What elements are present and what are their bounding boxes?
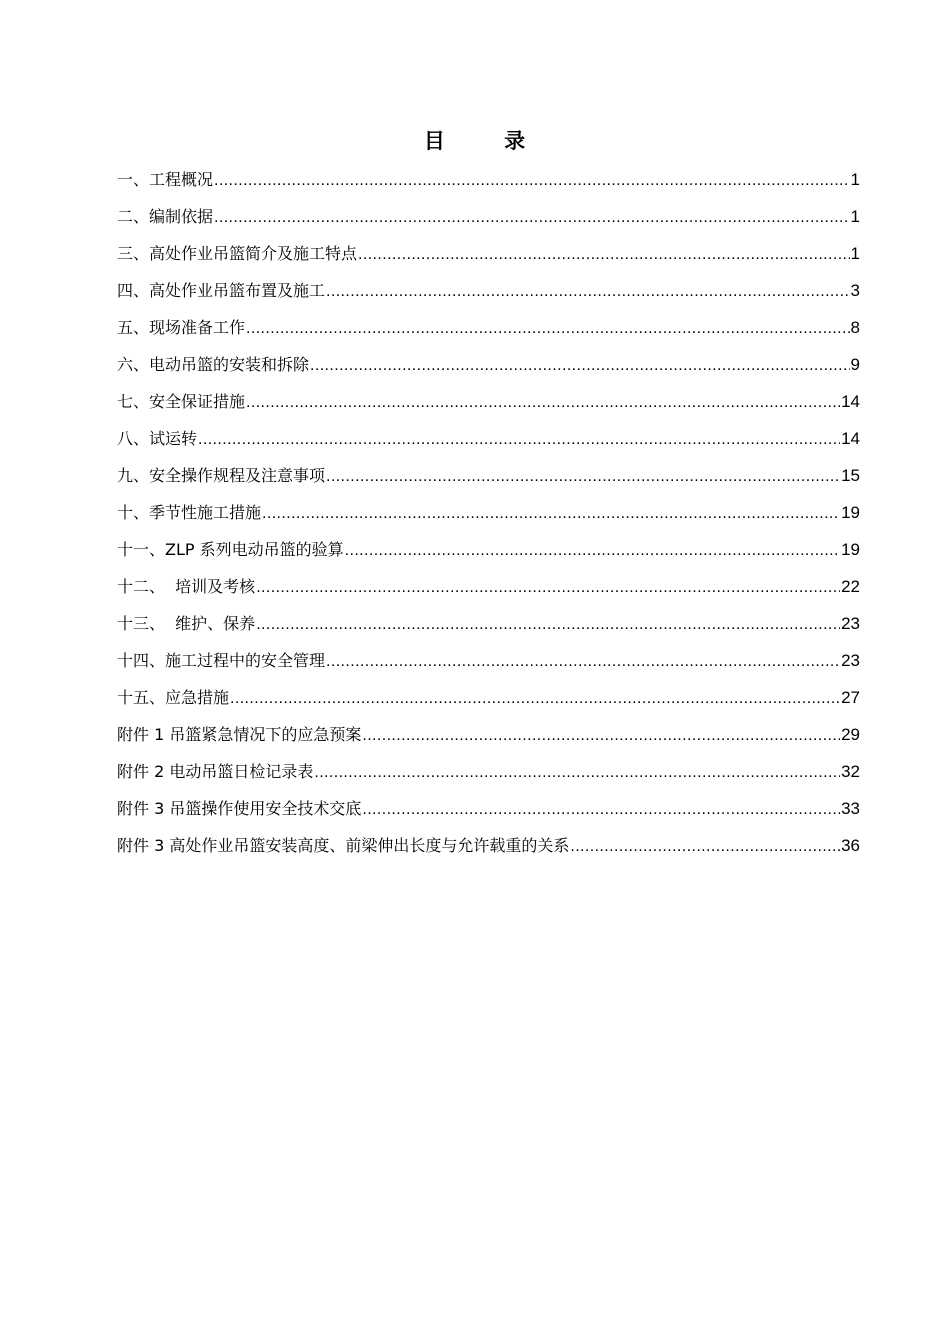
- toc-entry-label: 十、季节性施工措施: [117, 503, 262, 522]
- toc-list: [117, 165, 860, 868]
- toc-entry-page: 36: [841, 836, 860, 855]
- toc-entry-page: 23: [841, 614, 860, 633]
- toc-entry-label: 十三、 维护、保养: [117, 614, 256, 633]
- toc-entry[interactable]: [117, 609, 860, 646]
- toc-entry-page: 15: [841, 466, 860, 485]
- toc-dot-leader: [246, 388, 840, 418]
- toc-entry-label: 四、高处作业吊篮布置及施工: [117, 281, 326, 300]
- toc-entry-label: 五、现场准备工作: [117, 318, 246, 337]
- toc-entry[interactable]: [117, 313, 860, 350]
- toc-dot-leader: [326, 462, 840, 492]
- toc-entry[interactable]: [117, 165, 860, 202]
- toc-dot-leader: [256, 610, 840, 640]
- toc-dot-leader: [214, 166, 850, 196]
- toc-entry[interactable]: [117, 276, 860, 313]
- toc-entry-page: 32: [841, 762, 860, 781]
- toc-dot-leader: [314, 758, 840, 788]
- toc-dot-leader: [262, 499, 840, 529]
- toc-entry-page: 1: [850, 170, 860, 189]
- toc-entry-label: 十二、 培训及考核: [117, 577, 256, 596]
- toc-entry[interactable]: [117, 831, 860, 868]
- toc-entry-page: 19: [841, 540, 860, 559]
- toc-dot-leader: [246, 314, 850, 344]
- toc-dot-leader: [326, 277, 850, 307]
- toc-entry[interactable]: [117, 239, 860, 276]
- toc-entry-page: 8: [850, 318, 860, 337]
- toc-entry-label: 附件 1 吊篮紧急情况下的应急预案: [117, 725, 362, 744]
- toc-entry[interactable]: [117, 794, 860, 831]
- toc-entry-label: 七、安全保证措施: [117, 392, 246, 411]
- toc-entry-label: 一、工程概况: [117, 170, 214, 189]
- toc-dot-leader: [358, 240, 850, 270]
- toc-dot-leader: [362, 721, 840, 751]
- toc-entry-page: 9: [850, 355, 860, 374]
- toc-entry-page: 14: [841, 429, 860, 448]
- toc-dot-leader: [345, 536, 840, 566]
- toc-entry-page: 3: [850, 281, 860, 300]
- toc-entry-label: 十四、施工过程中的安全管理: [117, 651, 326, 670]
- toc-dot-leader: [230, 684, 840, 714]
- toc-entry-page: 33: [841, 799, 860, 818]
- toc-entry-label: 附件 3 吊篮操作使用安全技术交底: [117, 799, 362, 818]
- toc-entry-label: 附件 3 高处作业吊篮安装高度、前梁伸出长度与允许载重的关系: [117, 836, 570, 855]
- toc-entry-page: 14: [841, 392, 860, 411]
- toc-dot-leader: [362, 795, 840, 825]
- toc-entry-page: 27: [841, 688, 860, 707]
- toc-entry[interactable]: [117, 461, 860, 498]
- toc-entry-label: 十五、应急措施: [117, 688, 230, 707]
- toc-entry-page: 1: [850, 244, 860, 263]
- toc-entry-page: 23: [841, 651, 860, 670]
- toc-entry-label: 二、编制依据: [117, 207, 214, 226]
- toc-dot-leader: [198, 425, 840, 455]
- toc-dot-leader: [214, 203, 850, 233]
- toc-dot-leader: [326, 647, 840, 677]
- toc-entry-label: 八、试运转: [117, 429, 198, 448]
- toc-entry[interactable]: [117, 498, 860, 535]
- toc-entry-page: 22: [841, 577, 860, 596]
- toc-entry-label: 九、安全操作规程及注意事项: [117, 466, 326, 485]
- toc-entry[interactable]: [117, 350, 860, 387]
- toc-entry[interactable]: [117, 646, 860, 683]
- toc-entry-label: 六、电动吊篮的安装和拆除: [117, 355, 310, 374]
- toc-entry-page: 19: [841, 503, 860, 522]
- toc-entry-label: 附件 2 电动吊篮日检记录表: [117, 762, 314, 781]
- toc-dot-leader: [310, 351, 850, 381]
- toc-entry-page: 29: [841, 725, 860, 744]
- toc-entry-label: 十一、ZLP 系列电动吊篮的验算: [117, 540, 344, 559]
- toc-entry[interactable]: [117, 535, 860, 572]
- toc-title: 目 录: [423, 129, 552, 153]
- toc-dot-leader: [256, 573, 840, 603]
- toc-entry-label: 三、高处作业吊篮简介及施工特点: [117, 244, 358, 263]
- toc-entry[interactable]: [117, 572, 860, 609]
- toc-dot-leader: [570, 832, 840, 862]
- toc-entry[interactable]: [117, 757, 860, 794]
- toc-entry-page: 1: [850, 207, 860, 226]
- toc-entry[interactable]: [117, 720, 860, 757]
- toc-entry[interactable]: [117, 424, 860, 461]
- toc-entry[interactable]: [117, 202, 860, 239]
- toc-entry[interactable]: [117, 683, 860, 720]
- toc-entry[interactable]: [117, 387, 860, 424]
